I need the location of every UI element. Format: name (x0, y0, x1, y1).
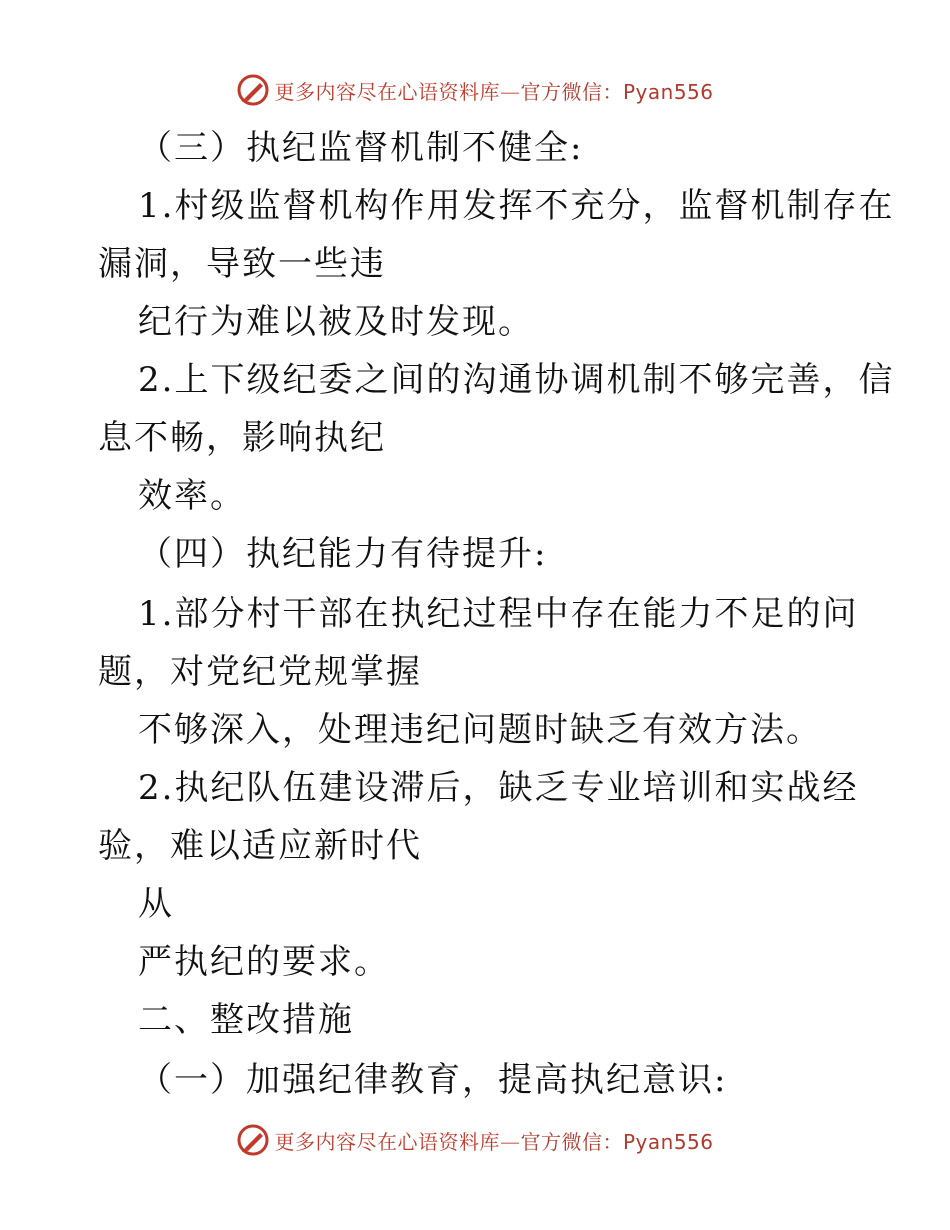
paragraph-line: 验，难以适应新时代 (98, 826, 422, 866)
paragraph-line: 1.村级监督机构作用发挥不充分，监督机制存在 (138, 186, 895, 226)
paragraph-line: 息不畅，影响执纪 (98, 418, 386, 458)
section-heading: （一）加强纪律教育，提高执纪意识: (138, 1060, 728, 1100)
section-heading: （三）执纪监督机制不健全: (138, 128, 584, 168)
watermark-text: 更多内容尽在心语资料库—官方微信：Pyan556 (274, 79, 714, 104)
paragraph-line: 1.部分村干部在执纪过程中存在能力不足的问 (138, 594, 859, 634)
footer-watermark (0, 1120, 950, 1160)
section-heading: （四）执纪能力有待提升: (138, 534, 548, 574)
section-heading: 二、整改措施 (138, 1000, 354, 1040)
paragraph-line: 题，对党纪党规掌握 (98, 652, 422, 692)
paragraph-line: 2.上下级纪委之间的沟通协调机制不够完善，信 (138, 360, 895, 400)
paragraph-line: 不够深入，处理违纪问题时缺乏有效方法。 (138, 710, 822, 750)
paragraph-line: 纪行为难以被及时发现。 (138, 302, 534, 342)
pen-logo-icon (236, 1123, 270, 1157)
paragraph-line: 2.执纪队伍建设滞后，缺乏专业培训和实战经 (138, 768, 859, 808)
paragraph-line: 严执纪的要求。 (138, 942, 390, 982)
paragraph-line: 漏洞，导致一些违 (98, 244, 386, 284)
watermark-text: 更多内容尽在心语资料库—官方微信：Pyan556 (274, 1129, 714, 1154)
header-watermark (0, 70, 950, 110)
paragraph-line: 从 (138, 884, 174, 924)
paragraph-line: 效率。 (138, 476, 246, 516)
pen-logo-icon (236, 73, 270, 107)
